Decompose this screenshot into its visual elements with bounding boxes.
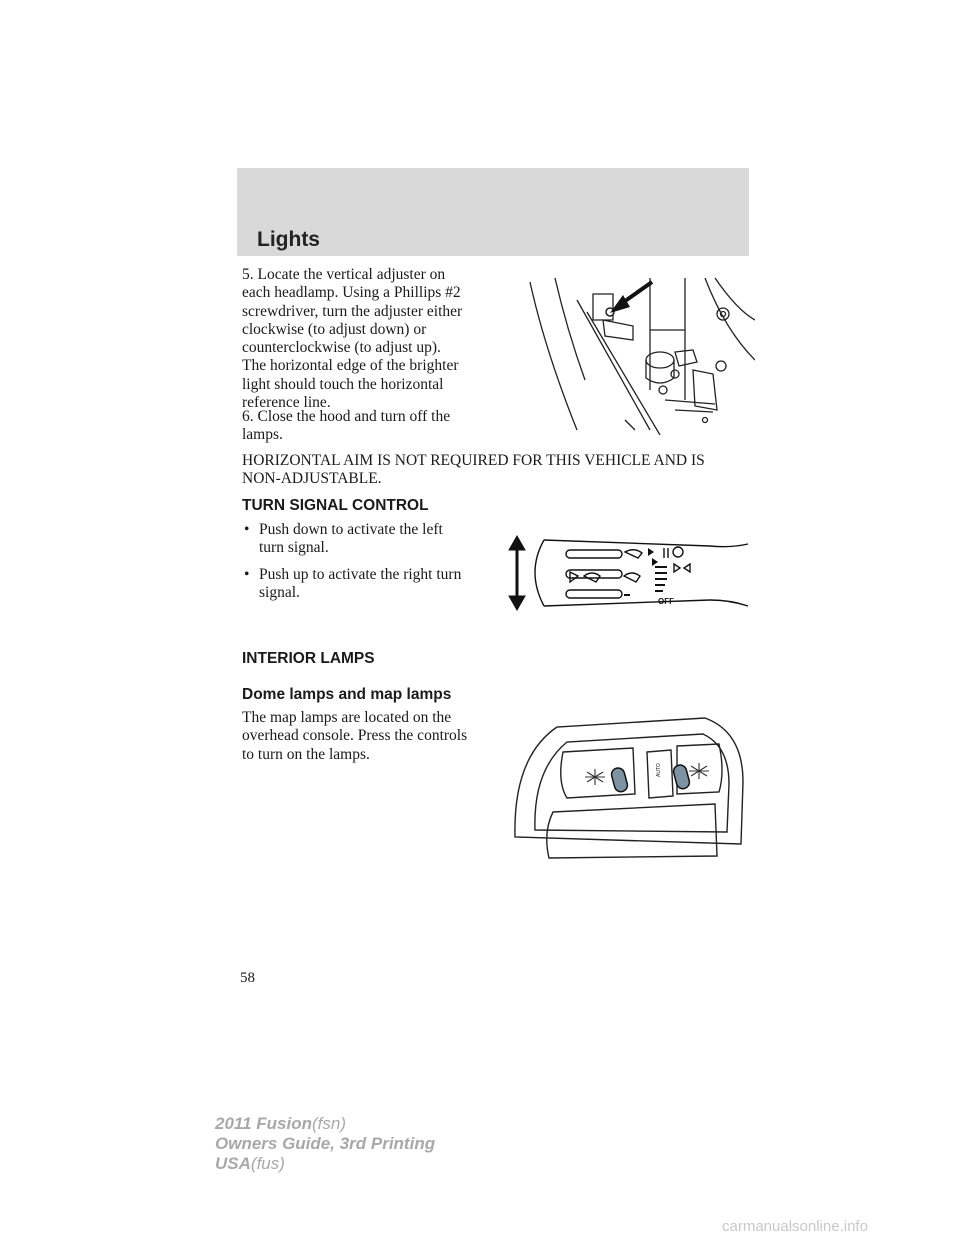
right-map-lamp-switch-icon (672, 764, 691, 791)
bullet-dot: • (244, 566, 250, 583)
off-label: OFF (658, 597, 674, 606)
interior-lamps-heading: INTERIOR LAMPS (242, 650, 375, 667)
turn-signal-heading: TURN SIGNAL CONTROL (242, 497, 429, 514)
watermark: carmanualsonline.info (722, 1218, 868, 1235)
step5-paragraph: 5. Locate the vertical adjuster on each headlamp. Using a Phillips #2 screwdriver, turn the adjuster either clockwise (to adjust down) or counterclockwise (to adjust up). The horizontal edge of the brighter light should touch the horizontal reference line. (242, 266, 463, 412)
footer-document-info: 2011 Fusion(fsn) Owners Guide, 3rd Printing USA(fus) (215, 1114, 436, 1173)
page-number: 58 (240, 970, 255, 986)
bullet-item-right: • Push up to activate the right turn signal. (244, 566, 462, 602)
bullet-dot: • (244, 521, 250, 538)
dome-lamps-subheading: Dome lamps and map lamps (242, 686, 452, 703)
map-lamps-paragraph: The map lamps are located on the overhead console. Press the controls to turn on the lamps. (242, 709, 468, 763)
up-arrow-icon (509, 536, 525, 550)
section-title: Lights (257, 228, 320, 251)
headlamp-adjuster-illustration (515, 270, 755, 435)
bullet-item-left: • Push down to activate the left turn signal. (244, 521, 443, 557)
step6-paragraph: 6. Close the hood and turn off the lamps. (242, 408, 451, 444)
turn-signal-lever-illustration (500, 530, 760, 615)
left-map-lamp-switch-icon (610, 767, 629, 794)
auto-label: AUTO (656, 763, 662, 777)
horizontal-aim-paragraph: HORIZONTAL AIM IS NOT REQUIRED FOR THIS VEHICLE AND IS NON-ADJUSTABLE. (242, 452, 705, 488)
overhead-console-illustration (505, 712, 750, 860)
down-arrow-icon (509, 596, 525, 610)
